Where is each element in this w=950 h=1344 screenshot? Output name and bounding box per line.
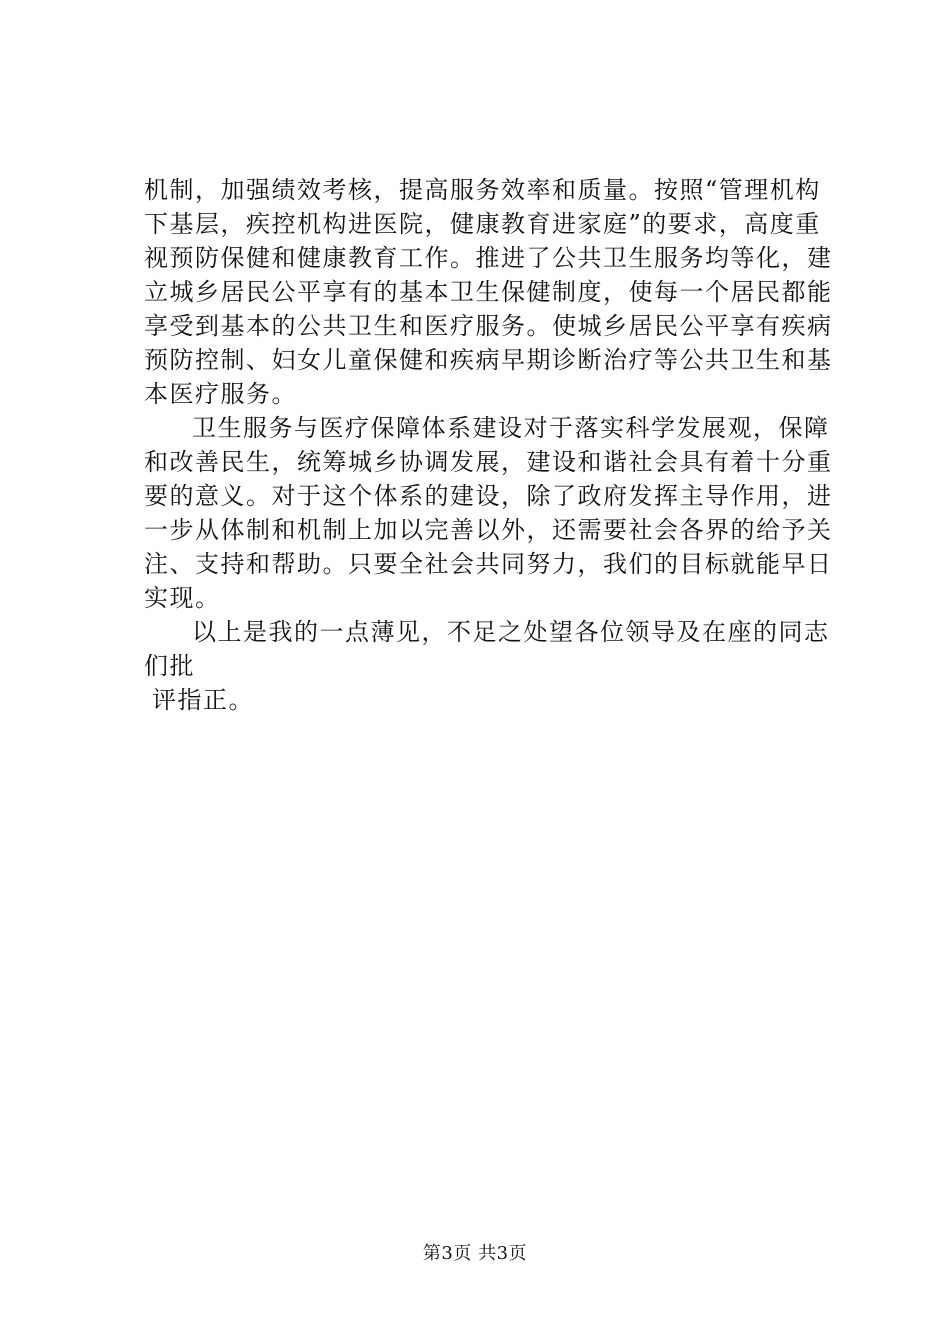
text-line: 以上是我的一点薄见，不足之处望各位领导及在座的同志 [192,618,830,646]
text-line: 们批 [144,652,195,680]
page-number-footer: 第3页 共3页 [422,1243,528,1264]
text-line: 本医疗服务。 [144,380,297,408]
text-line: 评指正。 [152,686,254,714]
document-body [144,173,834,717]
paragraph-1 [144,173,834,411]
text-line: 立城乡居民公平享有的基本卫生保健制度，使每一个居民都能 [144,278,833,306]
text-line: 和改善民生，统筹城乡协调发展，建设和谐社会具有着十分重 [144,448,833,476]
text-line: 注、支持和帮助。只要全社会共同努力，我们的目标就能早日 [144,550,833,578]
text-line: 预防控制、妇女儿童保健和疾病早期诊断治疗等公共卫生和基 [144,346,833,374]
text-line: 下基层，疾控机构进医院，健康教育进家庭”的要求，高度重 [144,210,821,238]
text-line: 享受到基本的公共卫生和医疗服务。使城乡居民公平享有疾病 [144,312,833,340]
text-line: 机制，加强绩效考核，提高服务效率和质量。按照“管理机构 [144,176,821,204]
text-line: 一步从体制和机制上加以完善以外，还需要社会各界的给予关 [144,516,833,544]
paragraph-2 [144,411,834,615]
text-line: 卫生服务与医疗保障体系建设对于落实科学发展观，保障 [192,414,830,442]
paragraph-3 [144,615,834,717]
text-line: 视预防保健和健康教育工作。推进了公共卫生服务均等化，建 [144,244,833,272]
text-line: 要的意义。对于这个体系的建设，除了政府发挥主导作用，进 [144,482,833,510]
text-line: 实现。 [144,584,221,612]
